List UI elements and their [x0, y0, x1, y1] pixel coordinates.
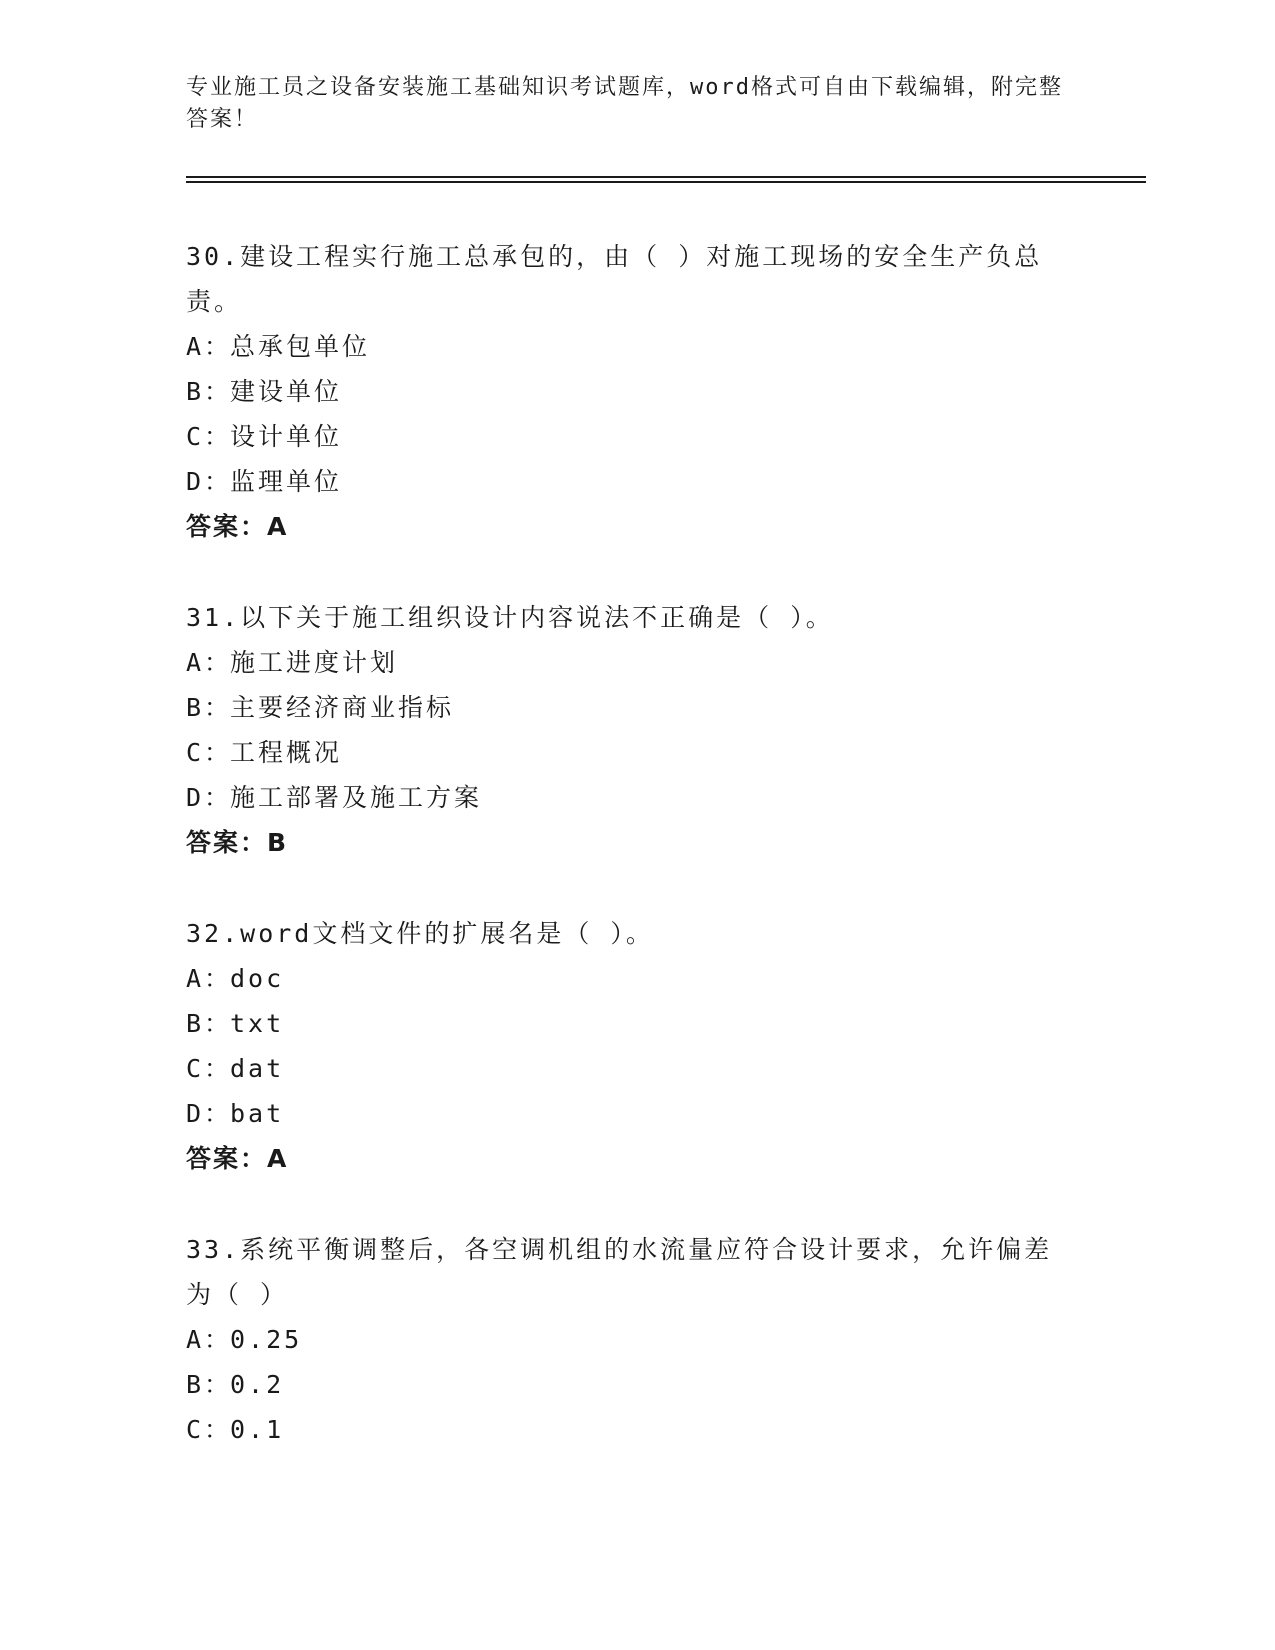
question-item	[186, 911, 1066, 1182]
answer-line: 答案：B	[186, 828, 289, 857]
option-text: 0.1	[230, 1415, 285, 1444]
option-text: 工程概况	[230, 738, 343, 767]
question-list	[186, 234, 1066, 1497]
document-page	[186, 0, 1146, 1650]
question-stem: 32.word文档文件的扩展名是（ ）。	[186, 919, 654, 948]
option-text: 主要经济商业指标	[230, 693, 455, 722]
option-c	[186, 1046, 1066, 1091]
answer-line: 答案：A	[186, 1144, 289, 1173]
option-letter: A：	[186, 648, 233, 677]
option-text: 0.2	[230, 1370, 285, 1399]
question-item	[186, 595, 1066, 866]
option-text: 监理单位	[230, 467, 343, 496]
option-b	[186, 685, 1066, 730]
option-letter: A：	[186, 964, 233, 993]
option-text: txt	[230, 1009, 285, 1038]
option-d	[186, 775, 1066, 820]
option-text: doc	[230, 964, 285, 993]
option-text: 设计单位	[230, 422, 343, 451]
answer-line: 答案：A	[186, 512, 289, 541]
option-letter: D：	[186, 467, 233, 496]
option-letter: C：	[186, 738, 233, 767]
option-c	[186, 730, 1066, 775]
option-letter: A：	[186, 1325, 233, 1354]
option-text: bat	[230, 1099, 285, 1128]
option-letter: A：	[186, 332, 233, 361]
option-letter: C：	[186, 1054, 233, 1083]
option-letter: B：	[186, 693, 233, 722]
option-a	[186, 640, 1066, 685]
option-text: 总承包单位	[230, 332, 371, 361]
option-letter: D：	[186, 783, 233, 812]
option-b	[186, 1001, 1066, 1046]
option-d	[186, 1091, 1066, 1136]
question-stem: 30.建设工程实行施工总承包的，由（ ）对施工现场的安全生产负总责。	[186, 242, 1043, 316]
question-stem: 31.以下关于施工组织设计内容说法不正确是（ ）。	[186, 603, 834, 632]
option-a	[186, 956, 1066, 1001]
document-intro: 专业施工员之设备安装施工基础知识考试题库，word格式可自由下载编辑，附完整答案！	[186, 75, 1063, 132]
option-c	[186, 1407, 1066, 1452]
option-a	[186, 1317, 1066, 1362]
option-text: 施工进度计划	[230, 648, 399, 677]
option-text: 施工部署及施工方案	[230, 783, 483, 812]
option-letter: C：	[186, 422, 233, 451]
option-b	[186, 369, 1066, 414]
option-letter: B：	[186, 1009, 233, 1038]
option-letter: B：	[186, 377, 233, 406]
option-text: 0.25	[230, 1325, 303, 1354]
header-divider-bottom	[186, 181, 1146, 183]
option-b	[186, 1362, 1066, 1407]
option-text: 建设单位	[230, 377, 343, 406]
question-item	[186, 1227, 1066, 1452]
question-stem: 33.系统平衡调整后，各空调机组的水流量应符合设计要求，允许偏差为（ ）	[186, 1235, 1053, 1309]
option-letter: D：	[186, 1099, 233, 1128]
option-text: dat	[230, 1054, 285, 1083]
option-d	[186, 459, 1066, 504]
option-c	[186, 414, 1066, 459]
option-a	[186, 324, 1066, 369]
option-letter: B：	[186, 1370, 233, 1399]
option-letter: C：	[186, 1415, 233, 1444]
header-divider-top	[186, 176, 1146, 178]
question-item	[186, 234, 1066, 550]
